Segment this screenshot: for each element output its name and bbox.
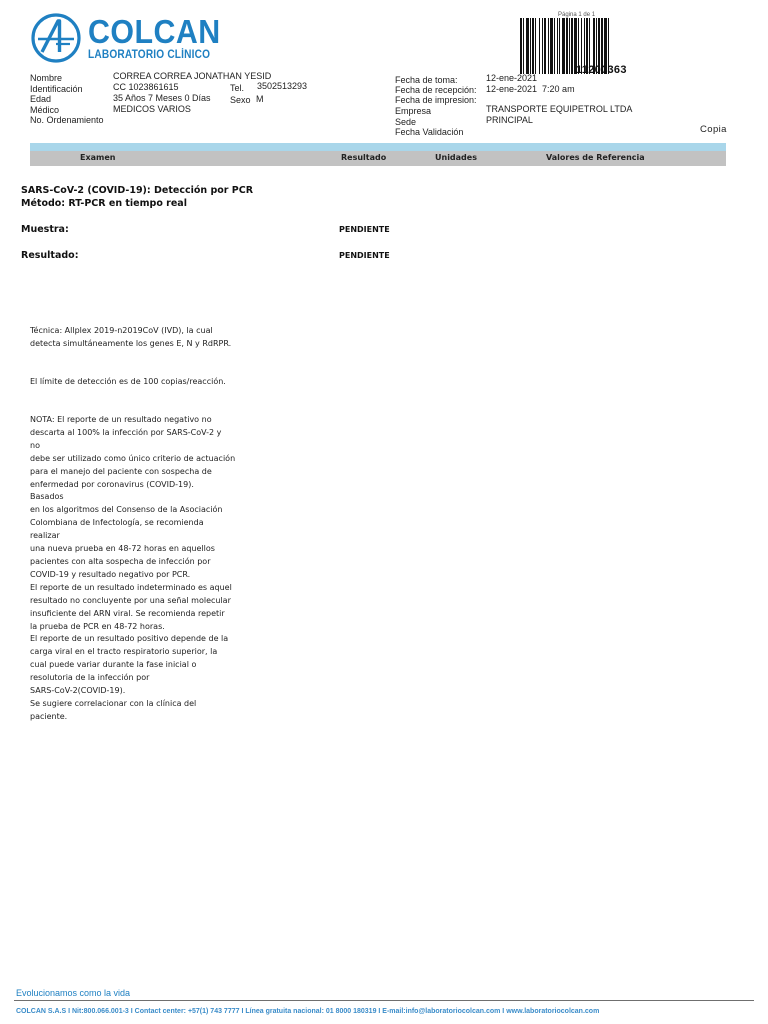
lab-subtitle: LABORATORIO CLÍNICO	[88, 48, 211, 61]
note-line: resultado no concluyente por una señal molecular	[30, 595, 231, 605]
sede: PRINCIPAL	[486, 115, 533, 125]
note-line: SARS-CoV-2(COVID-19).	[30, 686, 126, 696]
note-line: para el manejo del paciente con sospecha de	[30, 466, 212, 476]
label-fecha-impresion: Fecha de impresion:	[395, 95, 477, 105]
note-line: Colombiana de Infectología, se recomienda	[30, 518, 204, 528]
label-sexo: Sexo	[230, 95, 251, 105]
label-identificacion: Identificación	[30, 84, 83, 94]
patient-phone: 3502513293	[257, 81, 308, 91]
col-valores-referencia: Valores de Referencia	[546, 153, 645, 162]
notes-nota	[30, 414, 235, 724]
note-line: COVID-19 y resultado negativo por PCR.	[30, 569, 191, 579]
patient-sex: M	[256, 94, 264, 104]
patient-age: 35 Años 7 Meses 0 Días	[113, 93, 211, 103]
note-line: cual puede variar durante la fase inicial o	[30, 660, 197, 670]
label-nombre: Nombre	[30, 73, 63, 83]
label-ordenamiento: No. Ordenamiento	[30, 115, 104, 125]
patient-name: CORREA CORREA JONATHAN YESID	[113, 71, 272, 81]
note-line: enfermedad por coronavirus (COVID-19).	[30, 479, 194, 489]
label-fecha-validacion: Fecha Validación	[395, 127, 464, 137]
note-line: resolutoria de la infección por	[30, 673, 150, 683]
table-header	[30, 151, 726, 166]
note-line: pacientes con alta sospecha de infección por	[30, 556, 211, 566]
note-line: debe ser utilizado como único criterio de actuación	[30, 453, 236, 463]
barcode-number: 11200363	[576, 64, 627, 76]
notes-limite	[30, 376, 226, 389]
resultado-value: PENDIENTE	[339, 251, 390, 260]
note-line: paciente.	[30, 711, 68, 721]
label-medico: Médico	[30, 105, 60, 115]
muestra-label: Muestra:	[21, 224, 69, 235]
footer-slogan: Evolucionamos como la vida	[16, 988, 131, 998]
page-indicator: Página 1 de 1	[558, 12, 596, 18]
patient-id: CC 1023861615	[113, 82, 179, 92]
label-tel: Tel.	[230, 83, 245, 93]
copia-label: Copia	[700, 124, 727, 135]
table-header-accent	[30, 143, 726, 151]
muestra-value: PENDIENTE	[339, 225, 390, 234]
col-unidades: Unidades	[435, 153, 477, 162]
lab-logo	[30, 12, 232, 64]
lab-name: COLCAN	[88, 12, 221, 50]
note-line: Técnica: Allplex 2019-n2019CoV (IVD), la cual	[30, 326, 213, 335]
footer-divider	[14, 1000, 754, 1001]
exam-heading	[21, 184, 253, 210]
colcan-logo-icon	[30, 12, 82, 64]
note-line: en los algoritmos del Consenso de la Asociación	[30, 505, 223, 515]
note-line: detecta simultáneamente los genes E, N y RdRPR.	[30, 338, 232, 348]
exam-method: Método: RT-PCR en tiempo real	[21, 198, 187, 209]
note-line: Basados	[30, 492, 64, 502]
resultado-label: Resultado:	[21, 250, 79, 261]
note-line: El reporte de un resultado indeterminado es aquel	[30, 582, 232, 592]
label-sede: Sede	[395, 117, 417, 127]
note-line: la prueba de PCR en 48-72 horas.	[30, 621, 165, 631]
patient-doctor: MEDICOS VARIOS	[113, 104, 191, 114]
note-line: insuficiente del ARN viral. Se recomienda repetir	[30, 608, 225, 618]
note-line: no	[30, 440, 40, 450]
label-fecha-toma: Fecha de toma:	[395, 75, 458, 85]
notes-tecnica	[30, 325, 231, 351]
label-empresa: Empresa	[395, 106, 432, 116]
note-line: Se sugiere correlacionar con la clínica del	[30, 698, 197, 708]
fecha-recepcion: 12-ene-2021 7:20 am	[486, 84, 575, 94]
note-line: una nueva prueba en 48-72 horas en aquellos	[30, 544, 215, 554]
note-line: NOTA: El reporte de un resultado negativo no	[30, 415, 212, 424]
label-edad: Edad	[30, 94, 52, 104]
note-line: descarta al 100% la infección por SARS-CoV-2 y	[30, 427, 222, 437]
col-resultado: Resultado	[341, 153, 387, 162]
footer-contact: COLCAN S.A.S I Nit:800.066.001-3 I Contact center: +57(1) 743 7777 I Línea gratuita nacional: 01 8000 180319 I E-mail:info@laboratoriocolcan.com I www.laboratoriocolcan.com	[16, 1008, 600, 1015]
col-examen: Examen	[80, 153, 116, 162]
note-line: carga viral en el tracto respiratorio superior, la	[30, 647, 218, 657]
fecha-toma: 12-ene-2021	[486, 73, 538, 83]
exam-title: SARS-CoV-2 (COVID-19): Detección por PCR	[21, 185, 254, 196]
note-line: El reporte de un resultado positivo depende de la	[30, 634, 229, 644]
note-line: El límite de detección es de 100 copias/reacción.	[30, 377, 226, 386]
empresa: TRANSPORTE EQUIPETROL LTDA	[486, 104, 633, 114]
note-line: realizar	[30, 531, 60, 541]
label-fecha-recepcion: Fecha de recepción:	[395, 85, 477, 95]
